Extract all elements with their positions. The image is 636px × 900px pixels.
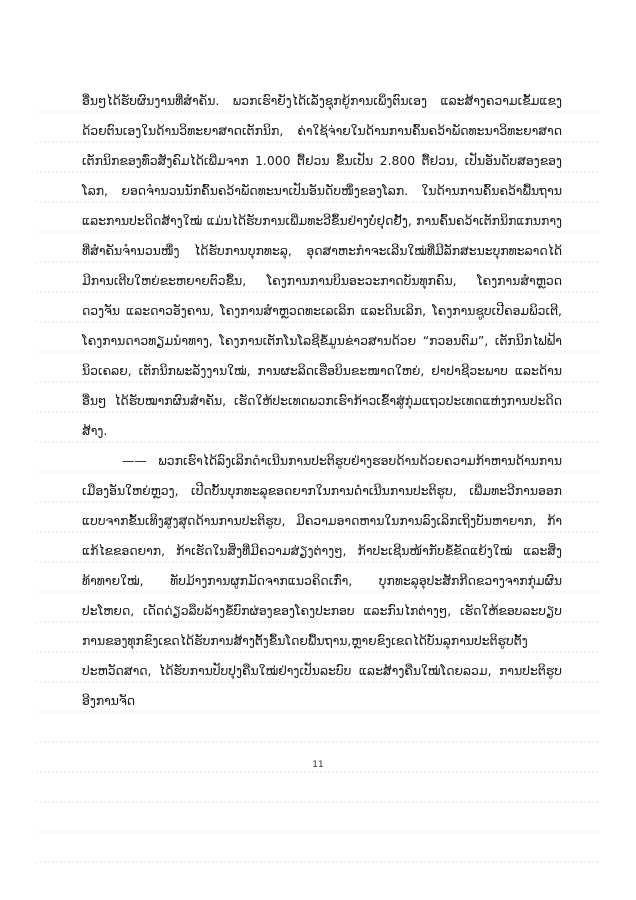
body-text	[82, 86, 562, 716]
paragraph-2: —— ພວກເຮົາໄດ້ລົງເລິກດຳເນີນການປະຕິຮູບຢ່າງຮອບດ້ານດ້ວຍຄວາມກ້າຫານດ້ານການເມືອງອັນໃຫຍ່ຫຼວງ, ເປີດບັ້ນບຸກທະລຸຂອດຍາກໃນການດຳເນີນການປະຕິຮູບ, ເພີ່ມທະວີການອອກແບບຈາກຂັ້ນເທິງສູງສຸດດ້ານການປະຕິຮູບ, ມີຄວາມອາດຫານໃນການລົງເລິກເຖິງບັນຫາຍາກ, ກ້າແກ້ໄຂຂອດຍາກ, ກ້າເຮັດໃນສິ່ງທີ່ມີຄວາມສ່ຽງຕ່າງໆ, ກ້າປະເຊີນໜ້າກັບຂໍ້ຂັດແຍ້ງໃໝ່ ແລະສິ່ງທ້າທາຍໃໝ່, ທັບມ້າງການຜູກມັດຈາກແນວຄິດເກົ່າ, ບຸກທະລຸອຸປະສັກກີດຂວາງຈາກກຸ່ມຜົນປະໂຫຍດ, ເດັດດ່ຽວລຶບລ້າງຂໍ້ບົກຜ່ອງຂອງໂຄງປະກອບ ແລະກົນໄກຕ່າງໆ, ເຮັດໃຫ້ຂອບລະບຽບການຂອງທຸກຂົງເຂດໄດ້ຮັບການສ້າງຕັ້ງຂຶ້ນໂດຍພື້ນຖານ,ຫຼາຍຂົງເຂດໄດ້ບັນລຸການປະຕິຮູບຕັ້ງປະຫວັດສາດ, ໄດ້ຮັບການປັບປຸງຄືນໃໝ່ຢ່າງເປັນລະບົບ ແລະສ້າງຄືນໃໝ່ໂດຍລວມ, ການປະຕິຮູບອີງການຈັດ	[82, 453, 562, 708]
paragraph-1: ອື່ນໆໄດ້ຮັບຜົນງານທີ່ສຳຄັນ. ພວກເຮົາຍັງໄດ້ເລັ່ງຊຸກຍູ້ການເພິ່ງຕົນເອງ ແລະສ້າງຄວາມເຂັ້ມແຂງດ້ວຍຕົນເອງໃນດ້ານວິທະຍາສາດເຕັກນິກ, ຄ່າໃຊ້ຈ່າຍໃນດ້ານການຄົ້ນຄວ້າພັດທະນາວິທະຍາສາດເຕັກນິກຂອງທົ່ວສັງຄົມໄດ້ເພີ່ມຈາກ 1.000 ຕື້ຢວນ ຂຶ້ນເປັນ 2.800 ຕື້ຢວນ, ເປັນອັນດັບສອງຂອງໂລກ, ຍອດຈຳນວນນັກຄົ້ນຄວ້າພັດທະນາເປັນອັນດັບໜຶ່ງຂອງໂລກ. ໃນດ້ານການຄົ້ນຄວ້າພື້ນຖານ ແລະການປະດິດສ້າງໃໝ່ ແມ່ນໄດ້ຮັບການເພີ່ມທະວີຂຶ້ນຢ່າງບໍ່ຢຸດຢັ້ງ, ການຄົ້ນຄວ້າເຕັກນິກແກນກາງທີ່ສຳຄັນຈຳນວນໜຶ່ງ ໄດ້ຮັບການບຸກທະລຸ, ອຸດສາຫະກຳຈະເລີນໃໝ່ທີ່ມີລັກສະນະບຸກທະລາດໄດ້ມີການເຕີບໃຫຍ່ຂະຫຍາຍຕົວຂຶ້ນ, ໂຄງການການບິນອະວະກາດບັນທຸກຄົນ, ໂຄງການສຳຫຼວດດວງຈັນ ແລະດາວອັງຄານ, ໂຄງການສຳຫຼວດທະເລເລິກ ແລະດິນເລິກ, ໂຄງການຊູບເປີຄອມພິວເຕີ, ໂຄງການດາວທຽມນຳທາງ, ໂຄງການເຕັກໂນໂລຊີຂໍ້ມູນຂ່າວສານດ້ວຍ “ກວອນຕົມ”, ເຕັກນິກໄຟຟ້ານິວເຄລຍ, ເຕັກນິກພະລັງງານໃໝ່, ການຜະລິດເຮືອບິນຂະໜາດໃຫຍ່, ຢາປາຊີວະພາບ ແລະດ້ານອື່ນໆ ໄດ້ຮັບໝາກຜົນສຳຄັນ, ເຮັດໃຫ້ປະເທດພວກເຮົາກ້າວເຂົ້າສູ່ກຸ່ມແຖວປະເທດແຫ່ງການປະດິດສ້າງ.	[82, 93, 562, 438]
page-number: 11	[312, 760, 324, 770]
